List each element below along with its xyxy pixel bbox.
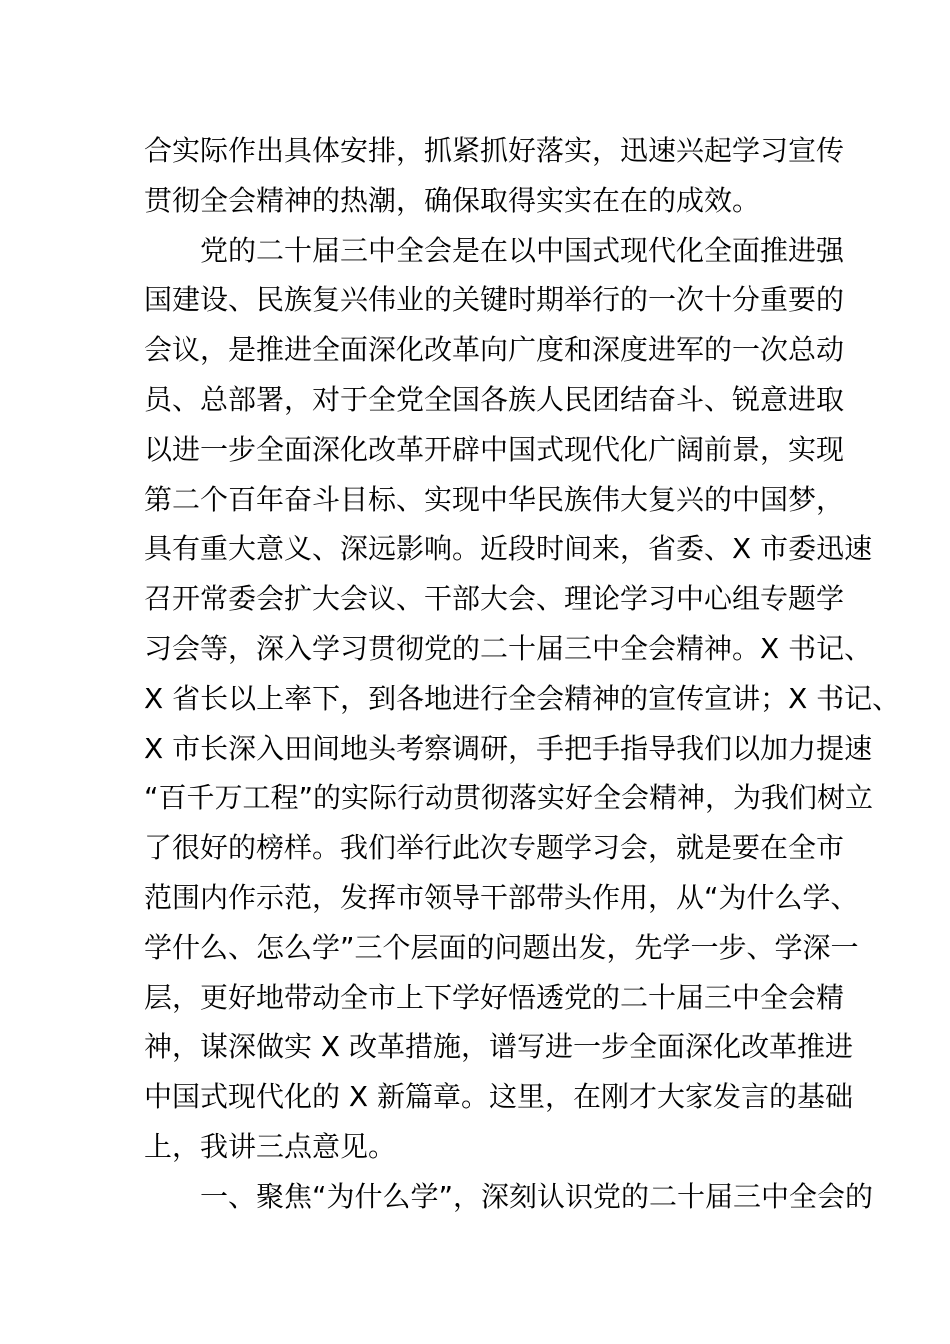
text-line: 以进一步全面深化改革开辟中国式现代化广阔前景，实现 [144, 432, 845, 466]
text-line: 神，谋深做实 X 改革措施，谱写进一步全面深化改革推进 [144, 1030, 853, 1064]
text-line: 了很好的榜样。我们举行此次专题学习会，就是要在全市 [144, 831, 845, 865]
section-heading-line: 一、聚焦“为什么学”，深刻认识党的二十届三中全会的 [200, 1179, 874, 1213]
text-line: 国建设、民族复兴伟业的关键时期举行的一次十分重要的 [144, 283, 845, 317]
text-line: X 省长以上率下，到各地进行全会精神的宣传宣讲；X 书记、 [144, 681, 901, 715]
text-line: 员、总部署，对于全党全国各族人民团结奋斗、锐意进取 [144, 382, 845, 416]
text-line: 范围内作示范，发挥市领导干部带头作用，从“为什么学、 [144, 880, 859, 914]
text-line: “百千万工程”的实际行动贯彻落实好全会精神，为我们树立 [144, 781, 874, 815]
text-line: 召开常委会扩大会议、干部大会、理论学习中心组专题学 [144, 582, 845, 616]
text-line: 贯彻全会精神的热潮，确保取得实实在在的成效。 [144, 183, 761, 217]
text-line: 学什么、怎么学”三个层面的问题出发，先学一步、学深一 [144, 930, 859, 964]
text-line: 中国式现代化的 X 新篇章。这里，在刚才大家发言的基础 [144, 1080, 853, 1114]
text-line: 上，我讲三点意见。 [144, 1129, 397, 1163]
text-line: 合实际作出具体安排，抓紧抓好落实，迅速兴起学习宣传 [144, 134, 845, 167]
text-line: 具有重大意义、深远影响。近段时间来，省委、X 市委迅速 [144, 532, 873, 566]
text-line: 习会等，深入学习贯彻党的二十届三中全会精神。X 书记、 [144, 631, 873, 665]
text-line: 会议，是推进全面深化改革向广度和深度进军的一次总动 [144, 333, 845, 367]
text-line: 第二个百年奋斗目标、实现中华民族伟大复兴的中国梦， [144, 482, 845, 516]
text-line: 层，更好地带动全市上下学好悟透党的二十届三中全会精 [144, 980, 845, 1014]
text-line: X 市长深入田间地头考察调研，手把手指导我们以加力提速 [144, 731, 873, 765]
paragraph-start-line: 党的二十届三中全会是在以中国式现代化全面推进强 [200, 233, 845, 267]
document-body [144, 126, 901, 1222]
